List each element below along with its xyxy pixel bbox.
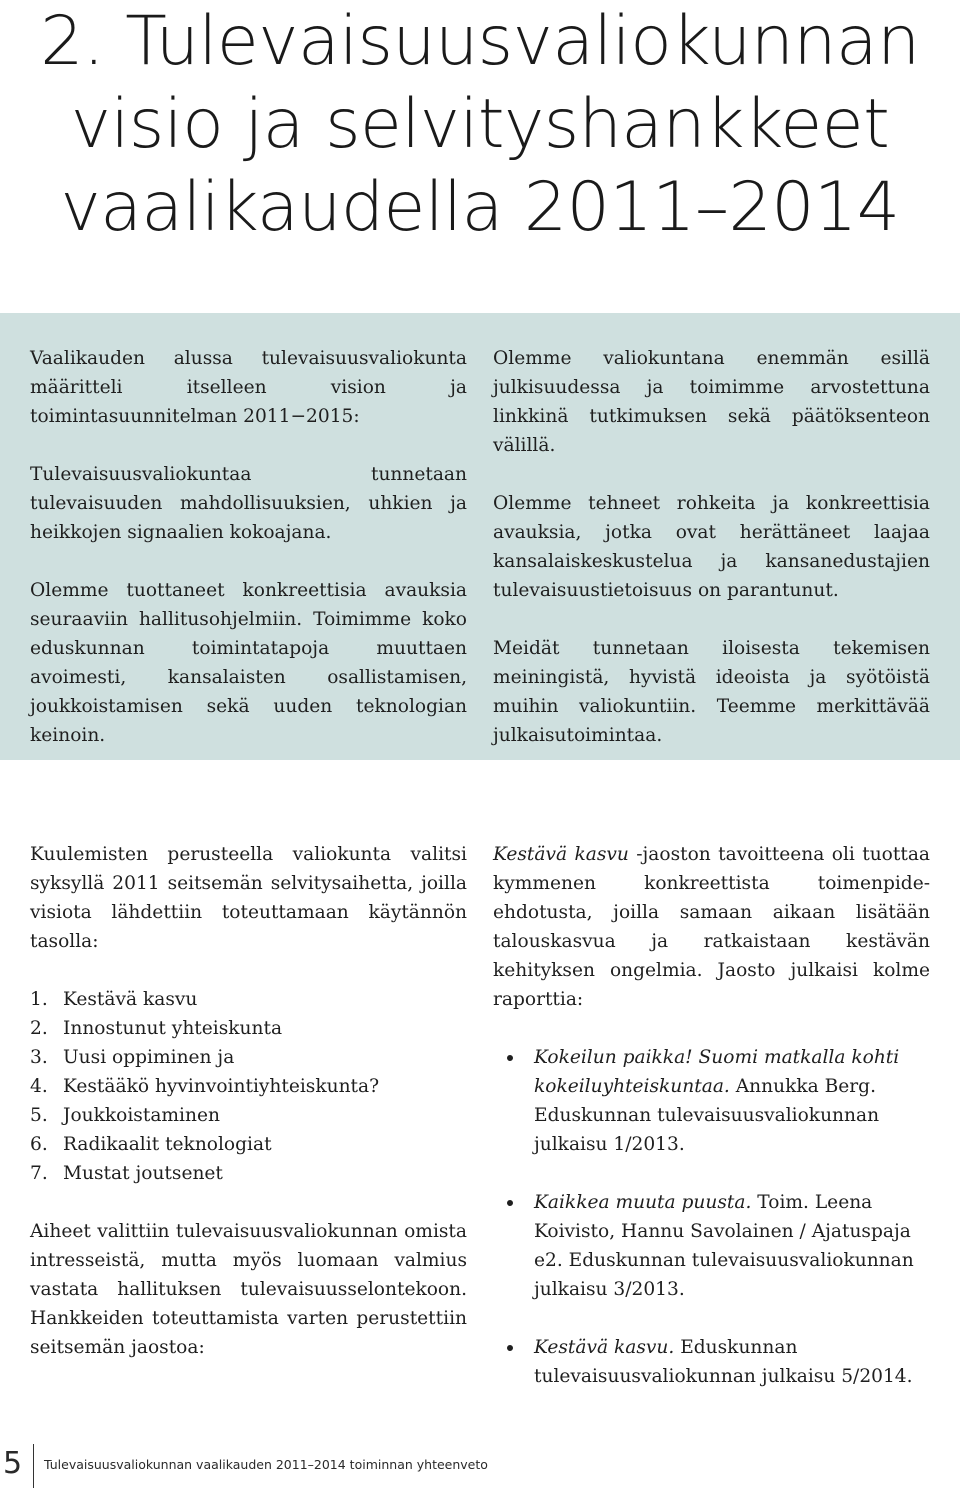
list-number: 3.	[30, 1047, 48, 1068]
title-line-2: visio ja selvityshankkeet	[70, 85, 890, 164]
list-number: 2.	[30, 1018, 48, 1039]
list-item	[30, 1159, 467, 1188]
report-title: Kokeilun paikka! Suomi matkalla kohti kokeiluyhteiskuntaa.	[534, 1047, 900, 1097]
list-number: 6.	[30, 1134, 48, 1155]
list-label: Kestääkö hyvinvointiyhteiskunta?	[63, 1076, 380, 1097]
vision-paragraph: Olemme tuottaneet konkreettisia avauksia seuraaviin hallitusohjelmiin. Toimimme koko eduskunnan toimintatapoja muuttaen avoimesti, kansalaisten osallistamisen, joukkoistamisen sekä uuden teknologian keinoin.	[30, 580, 467, 746]
report-title: Kestävä kasvu.	[534, 1337, 675, 1358]
vision-paragraph: Meidät tunnetaan iloisesta tekemisen meiningistä, hyvistä ideoista ja syötöistä muihin valiokuntiin. Teemme merkittävää julkaisutoimintaa.	[493, 638, 930, 746]
vision-left-column	[30, 344, 467, 750]
reports-column	[493, 840, 930, 1391]
list-item	[493, 1043, 930, 1159]
jaosto-name: Kestävä kasvu	[493, 844, 629, 865]
topics-list	[30, 985, 467, 1188]
list-item	[30, 1130, 467, 1159]
list-item	[30, 1101, 467, 1130]
list-item	[30, 1043, 467, 1072]
list-label: Joukkoistaminen	[63, 1105, 220, 1126]
vision-paragraph: Olemme valiokuntana enemmän esillä julkisuudessa ja toimimme arvostettuna linkkinä tutkimuksen sekä päätöksenteon välillä.	[493, 348, 930, 456]
title-line-1: 2. Tulevaisuusvaliokunnan	[40, 2, 920, 81]
reports-intro	[493, 840, 930, 1014]
list-number: 1.	[30, 989, 48, 1010]
list-item	[493, 1188, 930, 1304]
reports-intro-text: -jaoston tavoitteena oli tuottaa kymmenen konkreettista toimenpide-ehdotusta, joilla samaan aikaan lisätään talouskasvua ja ratkaistaan kestävän kehityksen ongelmia. Jaosto julkaisi kolme raporttia:	[493, 844, 930, 1010]
vision-right-column	[493, 344, 930, 750]
list-number: 7.	[30, 1163, 48, 1184]
list-label: Uusi oppiminen ja	[63, 1047, 235, 1068]
page-number: 5	[3, 1446, 23, 1481]
topics-outro: Aiheet valittiin tulevaisuusvaliokunnan omista intresseistä, mutta myös luomaan valmius vastata hallituksen tulevaisuusselontekoon. Hankkeiden toteuttamista varten perustettiin seitsemän jaostoa:	[30, 1221, 467, 1358]
list-item	[30, 1072, 467, 1101]
list-label: Kestävä kasvu	[63, 989, 198, 1010]
vision-paragraph: Tulevaisuusvaliokuntaa tunnetaan tulevaisuuden mahdollisuuksien, uhkien ja heikkojen signaalien kokoajana.	[30, 464, 467, 543]
reports-list	[493, 1043, 930, 1391]
page-title	[0, 0, 960, 249]
report-title: Kaikkea muuta puusta.	[534, 1192, 752, 1213]
list-item	[30, 1014, 467, 1043]
report-details: Eduskunnan tulevaisuusvaliokunnan julkaisu 5/2014.	[534, 1337, 913, 1387]
list-label: Mustat joutsenet	[63, 1163, 223, 1184]
list-label: Innostunut yhteiskunta	[63, 1018, 283, 1039]
running-title: Tulevaisuusvaliokunnan vaalikauden 2011–2014 toiminnan yhteenveto	[44, 1457, 488, 1472]
vision-paragraph: Vaalikauden alussa tulevaisuusvaliokunta määritteli itselleen vision ja toimintasuunnitelman 2011−2015:	[30, 348, 467, 427]
list-number: 5.	[30, 1105, 48, 1126]
topics-intro: Kuulemisten perusteella valiokunta valitsi syksyllä 2011 seitsemän selvitysaihetta, joilla visiota lähdettiin toteuttamaan käytännön tasolla:	[30, 844, 467, 952]
list-number: 4.	[30, 1076, 48, 1097]
title-line-3: vaalikaudella 2011–2014	[60, 168, 900, 247]
report-details: Annukka Berg. Eduskunnan tulevaisuusvaliokunnan julkaisu 1/2013.	[534, 1076, 880, 1155]
list-item	[30, 985, 467, 1014]
list-label: Radikaalit teknologiat	[63, 1134, 272, 1155]
list-item	[493, 1333, 930, 1391]
footer-divider	[33, 1444, 34, 1488]
topics-column	[30, 840, 467, 1362]
vision-paragraph: Olemme tehneet rohkeita ja konkreettisia avauksia, jotka ovat herättäneet laajaa kansalaiskeskustelua ja kansanedustajien tulevaisuustietoisuus on parantunut.	[493, 493, 930, 601]
report-details: Toim. Leena Koivisto, Hannu Savolainen / Ajatuspaja e2. Eduskunnan tulevaisuusvaliokunnan julkaisu 3/2013.	[534, 1192, 914, 1300]
